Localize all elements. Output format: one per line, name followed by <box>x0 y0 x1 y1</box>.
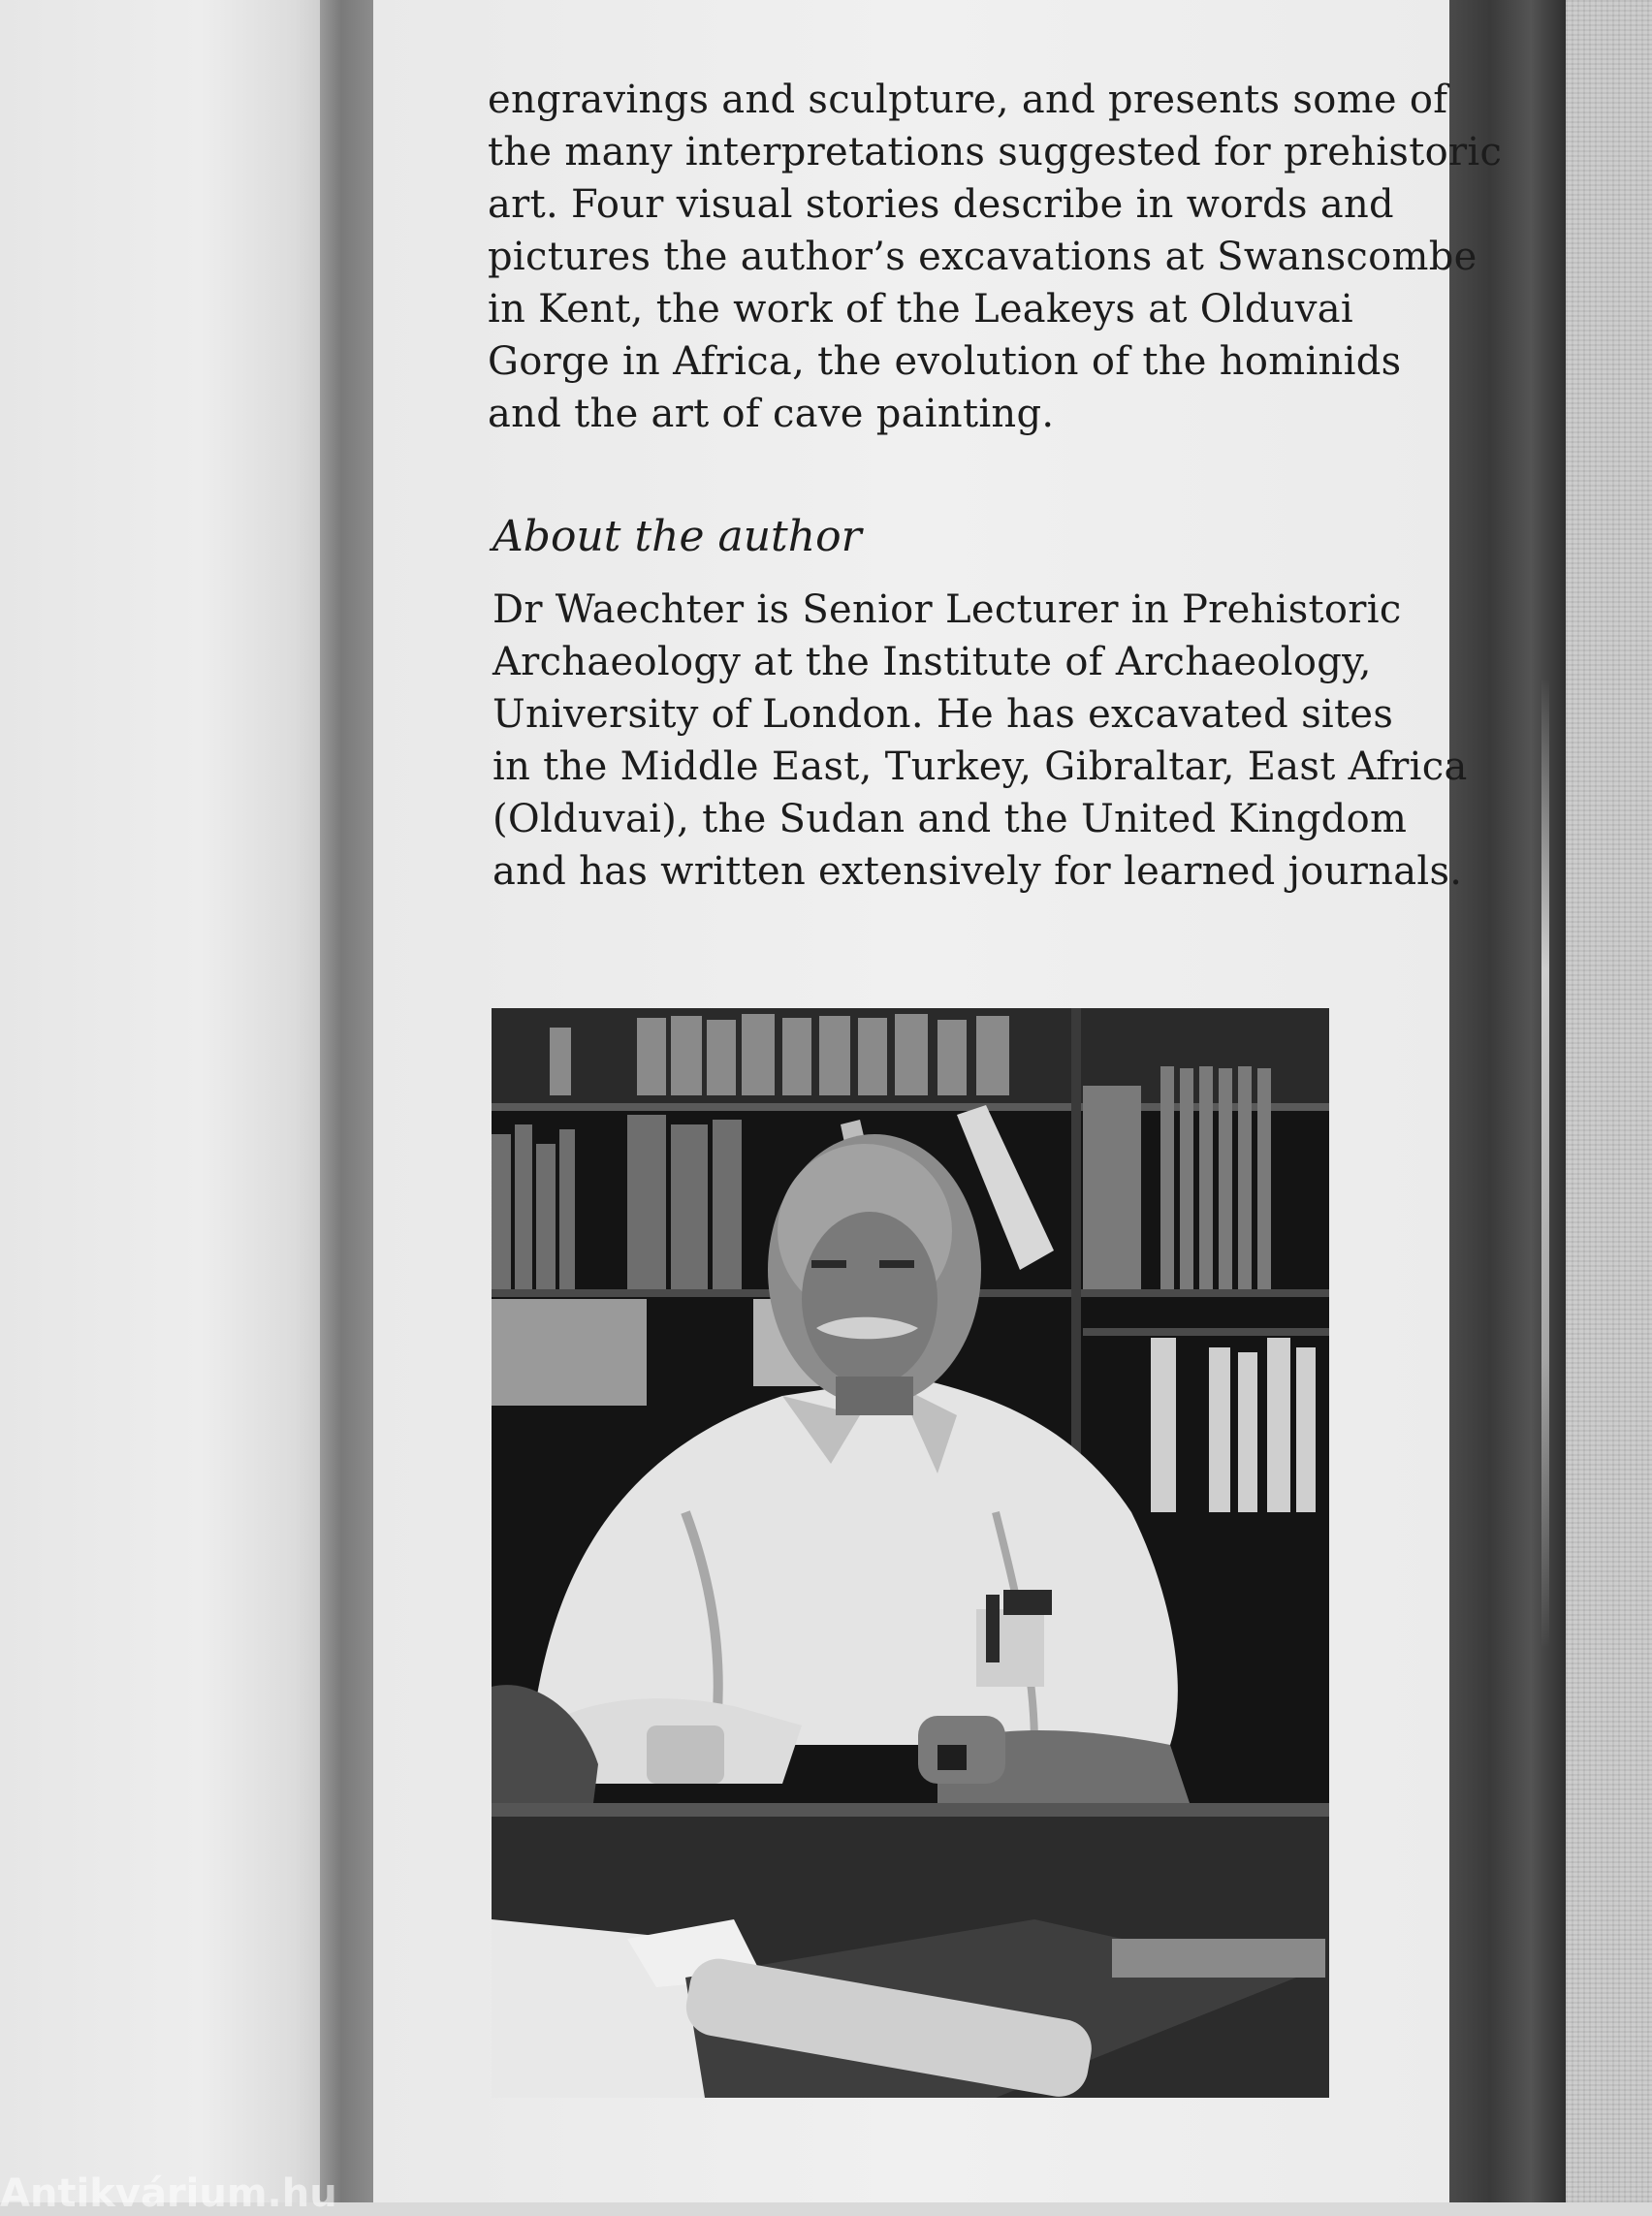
intro-line: art. Four visual stories describe in words and <box>488 182 1394 227</box>
intro-line: and the art of cave painting. <box>488 392 1055 436</box>
intro-line: Gorge in Africa, the evolution of the hominids <box>488 339 1402 384</box>
bio-line: in the Middle East, Turkey, Gibraltar, East Africa <box>492 744 1468 789</box>
about-heading: About the author <box>492 512 862 561</box>
cloth-background <box>1566 0 1652 2202</box>
author-photo <box>492 1008 1329 2098</box>
intro-line: engravings and sculpture, and presents some of <box>488 78 1448 122</box>
bio-line: and has written extensively for learned journals. <box>492 849 1463 894</box>
bio-paragraph <box>492 584 1468 898</box>
cover-highlight <box>1541 679 1549 1648</box>
left-book-page <box>0 0 334 2202</box>
bio-line: (Olduvai), the Sudan and the United Kingdom <box>492 797 1408 841</box>
bio-line: University of London. He has excavated sites <box>492 692 1394 737</box>
intro-paragraph <box>488 74 1502 440</box>
author-photo-illustration <box>492 1008 1329 2098</box>
intro-line: pictures the author’s excavations at Swanscombe <box>488 235 1477 279</box>
intro-line: the many interpretations suggested for prehistoric <box>488 130 1503 174</box>
intro-line: in Kent, the work of the Leakeys at Olduvai <box>488 287 1354 332</box>
watermark: Antikvárium.hu <box>0 2171 337 2216</box>
bio-line: Dr Waechter is Senior Lecturer in Prehistoric <box>492 587 1402 632</box>
bio-line: Archaeology at the Institute of Archaeology, <box>492 640 1372 684</box>
gutter-shadow <box>320 0 373 2202</box>
